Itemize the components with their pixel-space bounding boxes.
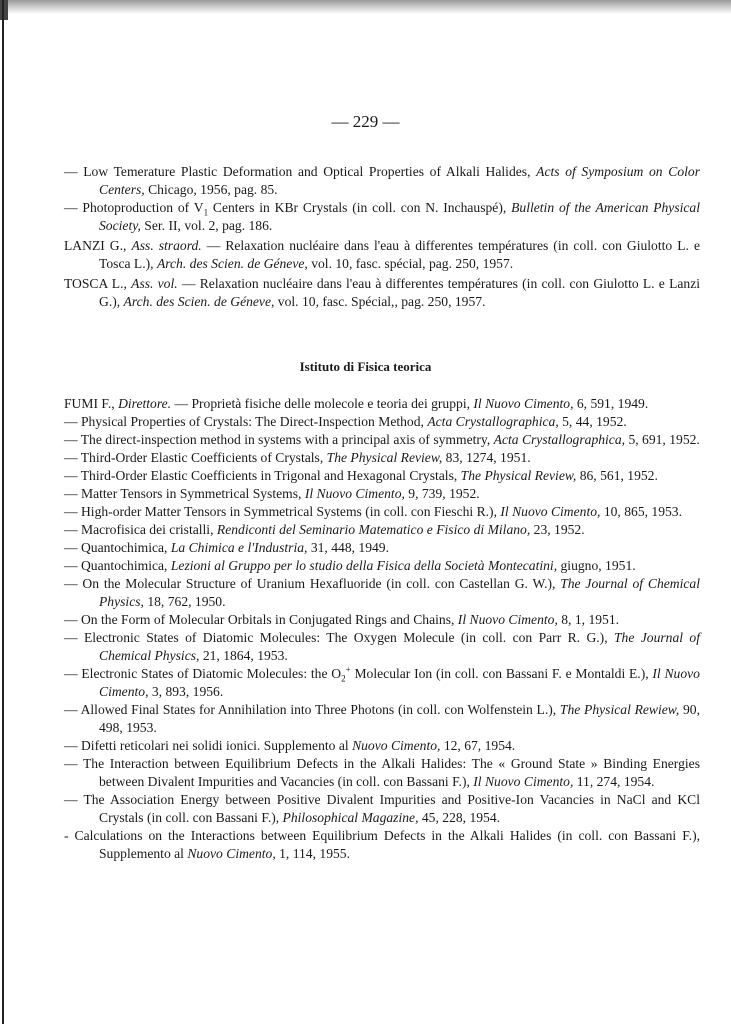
bibliography-entry — [64, 237, 700, 273]
journal-title: The Journal of Chemical Physics, — [99, 576, 700, 609]
entry-text: — Physical Properties of Crystals: The Direct-Inspection Method, — [64, 414, 428, 429]
entry-text: 11, 274, 1954. — [573, 774, 655, 789]
journal-title: Arch. des Scien. de Géneve, — [123, 294, 275, 309]
entry-text: — Electronic States of Diatomic Molecules: The Oxygen Molecule (in coll. con Parr R. G.), — [64, 630, 614, 645]
entry-text: giugno, 1951. — [557, 558, 636, 573]
entry-text: — Relaxation nucléaire dans l'eau à differentes températures (in coll. con Giulotto L. e Lanzi G.), — [99, 276, 701, 309]
journal-title: Nuovo Cimento, — [187, 846, 276, 861]
journal-title: Ass. straord. — [131, 238, 202, 253]
entry-text: 6, 591, 1949. — [573, 396, 649, 411]
journal-title: The Physical Review, — [326, 450, 443, 465]
bibliography-entry — [64, 521, 700, 539]
entry-text: Centers in KBr Crystals (in coll. con N. Inchauspé), — [208, 200, 512, 215]
entry-text: 3, 893, 1956. — [148, 684, 224, 699]
bibliography-entry — [64, 791, 700, 827]
journal-title: Nuovo Cimento, — [352, 738, 441, 753]
entry-text: vol. 10, fasc. spécial, pag. 250, 1957. — [307, 256, 514, 271]
journal-title: Rendiconti del Seminario Matematico e Fisico di Milano, — [216, 522, 531, 537]
bibliography-entry — [64, 275, 700, 311]
entry-text: vol. 10, fasc. Spécial,, pag. 250, 1957. — [274, 294, 486, 309]
entry-text: — Low Temerature Plastic Deformation and Optical Properties of Alkali Halides, — [64, 164, 537, 179]
entry-text: 90, 498, 1953. — [99, 702, 700, 735]
journal-title: Direttore. — [118, 396, 172, 411]
bibliography-entry — [64, 467, 700, 485]
entry-text: — Proprietà fisiche delle molecole e teoria dei gruppi, — [171, 396, 474, 411]
journal-title: Il Nuovo Cimento, — [457, 612, 558, 627]
entry-text: — Third-Order Elastic Coefficients of Crystals, — [64, 450, 327, 465]
entry-text: 18, 762, 1950. — [143, 594, 226, 609]
entry-text: 5, 44, 1952. — [558, 414, 627, 429]
entry-text: — On the Molecular Structure of Uranium Hexafluoride (in coll. con Castellan G. W.), — [64, 576, 561, 591]
bibliography-entry — [64, 827, 700, 863]
scan-edge-top — [0, 0, 731, 14]
bibliography-entry — [64, 665, 700, 701]
entry-text: — Difetti reticolari nei solidi ionici. Supplemento al — [64, 738, 353, 753]
bibliography-entry — [64, 611, 700, 629]
entry-text: — Electronic States of Diatomic Molecules: the O — [64, 666, 342, 681]
bibliography-entry — [64, 395, 700, 413]
journal-title: Il Nuovo Cimento, — [500, 504, 601, 519]
entry-text: 1, 114, 1955. — [275, 846, 350, 861]
journal-title: La Chimica e l'Industria, — [170, 540, 308, 555]
scan-edge-left — [2, 0, 4, 1024]
entry-text: 23, 1952. — [530, 522, 585, 537]
journal-title: Arch. des Scien. de Géneve, — [156, 256, 308, 271]
bibliography-entry — [64, 557, 700, 575]
entry-text: LANZI G., — [64, 238, 132, 253]
bibliography-entry — [64, 539, 700, 557]
journal-title: Il Nuovo Cimento, — [473, 396, 574, 411]
section-heading: Istituto di Fisica teorica — [299, 359, 432, 374]
bibliography-entry — [64, 575, 700, 611]
journal-title: The Journal of Chemical Physics, — [99, 630, 700, 663]
entry-text: 1 — [203, 207, 209, 218]
entry-text: — Macrofisica dei cristalli, — [64, 522, 217, 537]
journal-title: Acta Crystallographica, — [493, 432, 626, 447]
entry-text: Molecular Ion (in coll. con Bassani F. e Montaldi E.), — [350, 666, 653, 681]
bibliography-list-fumi — [64, 395, 700, 863]
journal-title: Philosophical Magazine, — [282, 810, 419, 825]
bibliography-entry — [64, 503, 700, 521]
entry-text: 2 — [341, 673, 346, 684]
entry-text: TOSCA L., — [64, 276, 132, 291]
entry-text: Ser. II, vol. 2, pag. 186. — [140, 218, 273, 233]
bibliography-entry — [64, 701, 700, 737]
entry-text: — Relaxation nucléaire dans l'eau à differentes températures (in coll. con Giulotto L. e Tosca L.), — [99, 238, 700, 271]
journal-title: Acta Crystallographica, — [427, 414, 559, 429]
entry-text: — On the Form of Molecular Orbitals in Conjugated Rings and Chains, — [64, 612, 458, 627]
entry-text: 83, 1274, 1951. — [442, 450, 531, 465]
bibliography-entry — [64, 629, 700, 665]
entry-text: — The Association Energy between Positive Divalent Impurities and Positive-Ion Vacancies in NaCl and KCl Crystals (in coll. con Bassani F.), — [64, 792, 700, 825]
bibliography-entry — [64, 485, 700, 503]
entry-text: — Photoproduction of V — [64, 200, 204, 215]
entry-text: 12, 67, 1954. — [440, 738, 516, 753]
entry-text: 8, 1, 1951. — [557, 612, 620, 627]
entry-text: — Allowed Final States for Annihilation into Three Photons (in coll. con Wolfenstein L.), — [64, 702, 560, 717]
page-number: — 229 — — [331, 112, 400, 131]
journal-title: Acts of Symposium on Color Centers, — [99, 164, 700, 197]
entry-text: Chicago, 1956, pag. 85. — [144, 182, 278, 197]
entry-text: — High-order Matter Tensors in Symmetrical Systems (in coll. con Fieschi R.), — [64, 504, 501, 519]
bibliography-entry — [64, 413, 700, 431]
entry-text: — The Interaction between Equilibrium Defects in the Alkali Halides: The « Ground State » Binding Energies between Divalent Impurities and Vacancies (in coll. con Bassani F.), — [64, 756, 700, 789]
entry-text: — Quantochimica, — [64, 558, 171, 573]
bibliography-entry — [64, 431, 700, 449]
journal-title: The Physical Rewiew, — [559, 702, 680, 717]
entry-text: — The direct-inspection method in systems with a principal axis of symmetry, — [64, 432, 494, 447]
entry-text: FUMI F., — [64, 396, 119, 411]
entry-text: 9, 739, 1952. — [404, 486, 480, 501]
journal-title: Il Nuovo Cimento, — [304, 486, 405, 501]
entry-text: 21, 1864, 1953. — [199, 648, 288, 663]
entry-text: — Matter Tensors in Symmetrical Systems, — [64, 486, 305, 501]
journal-title: Lezioni al Gruppo per lo studio della Fisica della Società Montecatini, — [170, 558, 558, 573]
bibliography-entry — [64, 163, 700, 199]
journal-title: Bulletin of the American Physical Society, — [99, 200, 700, 233]
entry-text: 31, 448, 1949. — [307, 540, 389, 555]
entry-text: — Third-Order Elastic Coefficients in Trigonal and Hexagonal Crystals, — [64, 468, 461, 483]
bibliography-entry — [64, 199, 700, 235]
entry-text: 5, 691, 1952. — [625, 432, 700, 447]
entry-text: — Quantochimica, — [64, 540, 171, 555]
entry-text: 10, 865, 1953. — [600, 504, 682, 519]
bibliography-entry — [64, 449, 700, 467]
bibliography-entry — [64, 737, 700, 755]
entry-text: 86, 561, 1952. — [576, 468, 658, 483]
bibliography-entry — [64, 755, 700, 791]
journal-title: Il Nuovo Cimento, — [473, 774, 574, 789]
journal-title: The Physical Review, — [460, 468, 577, 483]
bibliography-list-top — [64, 163, 700, 311]
entry-text: + — [345, 664, 351, 675]
entry-text: 45, 228, 1954. — [418, 810, 501, 825]
journal-title: Ass. vol. — [131, 276, 178, 291]
entry-text: - Calculations on the Interactions between Equilibrium Defects in the Alkali Halides (in coll. con Bassani F.), Supplemento al — [64, 828, 700, 861]
journal-title: Il Nuovo Cimento, — [99, 666, 700, 699]
